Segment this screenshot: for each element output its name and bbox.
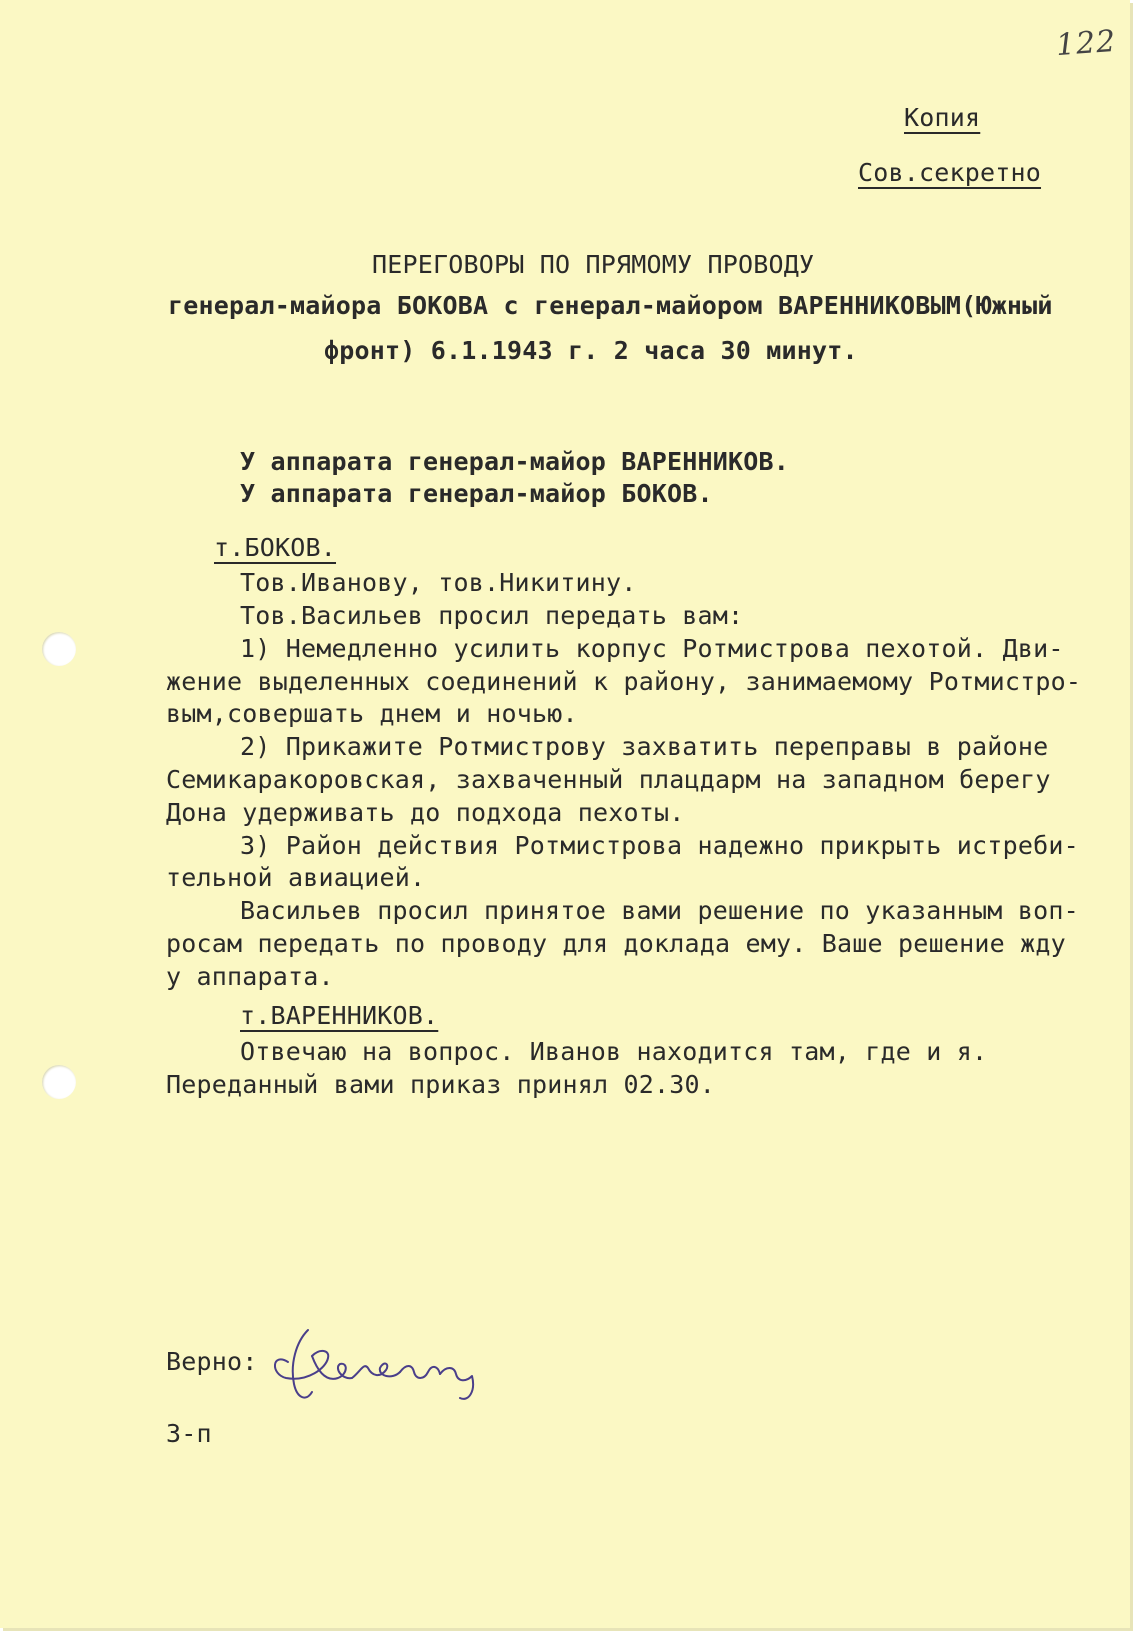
- punch-hole: [42, 1065, 76, 1099]
- body-line: жение выделенных соединений к району, занимаемому Ротмистро-: [166, 667, 1082, 696]
- attest-label: Верно:: [166, 1347, 258, 1376]
- body-line: у аппарата.: [166, 962, 334, 991]
- body-line: Васильев просил принятое вами решение по указанным воп-: [240, 896, 1079, 925]
- document-title: ПЕРЕГОВОРЫ ПО ПРЯМОМУ ПРОВОДУ: [372, 250, 815, 279]
- handwritten-page-number: 122: [1054, 23, 1118, 64]
- punch-hole: [42, 632, 76, 666]
- body-line: Отвечаю на вопрос. Иванов находится там, где и я.: [240, 1037, 988, 1066]
- body-line: 3) Район действия Ротмистрова надежно прикрыть истреби-: [240, 831, 1079, 860]
- document-subtitle-line-1: генерал-майора БОКОВА с генерал-майором ВАРЕННИКОВЫМ(Южный: [168, 291, 1053, 320]
- body-line: Переданный вами приказ принял 02.30.: [166, 1070, 716, 1099]
- body-line: 2) Прикажите Ротмистрову захватить переправы в районе: [240, 732, 1049, 761]
- speaker-bokov: т.БОКОВ.: [214, 533, 337, 562]
- secrecy-mark: Сов.секретно: [858, 158, 1042, 187]
- body-line: 1) Немедленно усилить корпус Ротмистрова пехотой. Дви-: [240, 634, 1064, 663]
- document-subtitle-line-2: фронт) 6.1.1943 г. 2 часа 30 минут.: [324, 336, 858, 365]
- body-line: вым,совершать днем и ночью.: [166, 699, 578, 728]
- body-line: тельной авиацией.: [166, 863, 426, 892]
- handwritten-signature: [268, 1322, 488, 1422]
- body-line: Семикаракоровская, захваченный плацдарм на западном берегу: [166, 765, 1051, 794]
- copy-mark: Копия: [904, 103, 981, 132]
- presence-line: У аппарата генерал-майор ВАРЕННИКОВ.: [240, 447, 790, 476]
- presence-line: У аппарата генерал-майор БОКОВ.: [240, 479, 713, 508]
- body-line: Дона удерживать до подхода пехоты.: [166, 798, 685, 827]
- footer-code: З-п: [166, 1419, 212, 1448]
- body-line: росам передать по проводу для доклада ему. Ваше решение жду: [166, 929, 1066, 958]
- body-line: Тов.Иванову, тов.Никитину.: [240, 568, 637, 597]
- body-line: Тов.Васильев просил передать вам:: [240, 601, 744, 630]
- speaker-varennikov: т.ВАРЕННИКОВ.: [240, 1001, 439, 1030]
